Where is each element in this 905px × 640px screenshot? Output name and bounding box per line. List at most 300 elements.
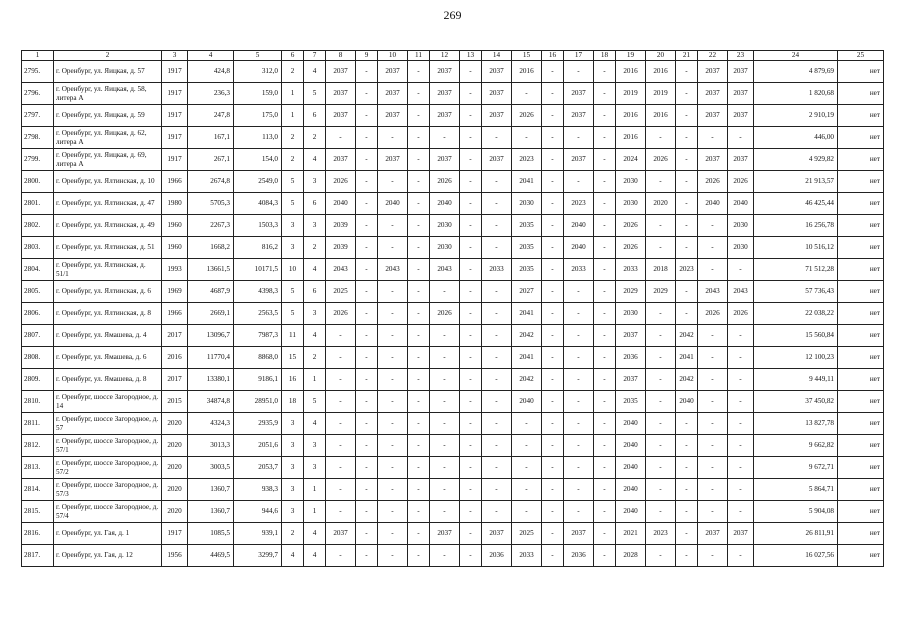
table-cell: 2037 (482, 149, 512, 171)
table-cell: - (542, 171, 564, 193)
table-cell: 2029 (616, 281, 646, 303)
table-cell: 1503,3 (234, 215, 282, 237)
table-cell: 1 (282, 83, 304, 105)
table-cell: - (356, 325, 378, 347)
table-cell: - (326, 325, 356, 347)
table-cell: - (594, 105, 616, 127)
table-cell: - (460, 347, 482, 369)
table-cell: 46 425,44 (754, 193, 838, 215)
table-cell: 1960 (162, 215, 188, 237)
table-cell: 2037 (564, 83, 594, 105)
address-cell: г. Оренбург, ул. Гая, д. 1 (54, 523, 162, 545)
table-cell: 2039 (326, 215, 356, 237)
table-cell: - (698, 127, 728, 149)
table-cell: - (564, 413, 594, 435)
table-cell: - (542, 303, 564, 325)
table-cell: - (676, 479, 698, 501)
table-cell: - (594, 127, 616, 149)
table-cell: 9 449,11 (754, 369, 838, 391)
table-cell: - (460, 237, 482, 259)
table-cell: 2017 (162, 369, 188, 391)
table-cell: 2026 (430, 171, 460, 193)
table-cell: 2026 (616, 237, 646, 259)
table-cell: - (356, 215, 378, 237)
table-cell: - (728, 479, 754, 501)
table-cell: - (594, 347, 616, 369)
table-cell: 2037 (616, 325, 646, 347)
table-cell: 2040 (430, 193, 460, 215)
table-cell: 2040 (616, 457, 646, 479)
table-cell: - (408, 105, 430, 127)
table-cell: - (698, 501, 728, 523)
table-row (22, 479, 884, 501)
table-cell: - (326, 413, 356, 435)
column-header: 12 (430, 51, 460, 61)
table-cell: - (512, 501, 542, 523)
table-cell: - (460, 413, 482, 435)
table-row (22, 413, 884, 435)
table-cell: - (378, 325, 408, 347)
table-cell: - (564, 127, 594, 149)
table-cell: 8868,0 (234, 347, 282, 369)
table-cell: 2030 (430, 215, 460, 237)
address-cell: г. Оренбург, ул. Яицкая, д. 58, литера А (54, 83, 162, 105)
table-cell: - (356, 303, 378, 325)
table-cell: 2037 (326, 523, 356, 545)
table-cell: 5 (282, 281, 304, 303)
address-cell: г. Оренбург, ул. Ялтинская, д. 49 (54, 215, 162, 237)
address-cell: г. Оренбург, ул. Ялтинская, д. 10 (54, 171, 162, 193)
table-cell: 3003,5 (188, 457, 234, 479)
table-cell: 2033 (512, 545, 542, 567)
table-row (22, 281, 884, 303)
table-cell: 3 (304, 171, 326, 193)
table-cell: 2026 (326, 303, 356, 325)
table-cell: 2037 (430, 149, 460, 171)
table-cell: - (408, 83, 430, 105)
row-number-cell: 2812. (22, 435, 54, 457)
table-cell: 2042 (512, 369, 542, 391)
table-cell: 2026 (698, 171, 728, 193)
table-cell: - (378, 435, 408, 457)
table-cell: 2037 (564, 149, 594, 171)
flag-cell: нет (838, 457, 884, 479)
flag-cell: нет (838, 545, 884, 567)
column-header: 18 (594, 51, 616, 61)
table-cell: - (512, 413, 542, 435)
table-cell: - (356, 369, 378, 391)
address-cell: г. Оренбург, ул. Гая, д. 12 (54, 545, 162, 567)
table-cell: - (542, 523, 564, 545)
row-number-cell: 2803. (22, 237, 54, 259)
table-cell: 4 (282, 545, 304, 567)
column-header: 19 (616, 51, 646, 61)
table-cell: - (698, 457, 728, 479)
table-cell: 2023 (512, 149, 542, 171)
table-cell: 2037 (378, 83, 408, 105)
table-cell: 26 811,91 (754, 523, 838, 545)
table-cell: - (378, 413, 408, 435)
table-cell: - (646, 369, 676, 391)
table-cell: - (646, 479, 676, 501)
table-cell: 3 (282, 237, 304, 259)
table-cell: 2023 (646, 523, 676, 545)
table-cell: 3 (304, 435, 326, 457)
row-number-cell: 2808. (22, 347, 54, 369)
table-row (22, 325, 884, 347)
table-cell: 1956 (162, 545, 188, 567)
table-cell: 2036 (616, 347, 646, 369)
table-cell: - (430, 479, 460, 501)
table-cell: - (594, 83, 616, 105)
flag-cell: нет (838, 303, 884, 325)
table-cell: 2037 (698, 149, 728, 171)
table-cell: - (698, 369, 728, 391)
table-cell: 2016 (616, 61, 646, 83)
table-cell: 28951,0 (234, 391, 282, 413)
table-cell: 3 (282, 501, 304, 523)
table-cell: 2027 (512, 281, 542, 303)
table-cell: 1917 (162, 105, 188, 127)
table-cell: - (408, 391, 430, 413)
table-cell: - (594, 501, 616, 523)
table-cell: - (646, 545, 676, 567)
table-cell: - (728, 545, 754, 567)
table-cell: - (542, 501, 564, 523)
address-cell: г. Оренбург, шоссе Загородное, д. 57/2 (54, 457, 162, 479)
table-cell: 2040 (676, 391, 698, 413)
table-cell: 2033 (482, 259, 512, 281)
table-cell: 3 (282, 479, 304, 501)
table-cell: - (594, 479, 616, 501)
table-cell: 2037 (430, 61, 460, 83)
table-cell: - (542, 545, 564, 567)
table-cell: - (408, 127, 430, 149)
table-cell: - (482, 171, 512, 193)
table-cell: 57 736,43 (754, 281, 838, 303)
table-cell: - (378, 523, 408, 545)
address-cell: г. Оренбург, ул. Яицкая, д. 57 (54, 61, 162, 83)
table-cell: - (646, 171, 676, 193)
table-cell: 4 (304, 259, 326, 281)
table-cell: 1 (304, 501, 326, 523)
table-cell: 4 929,82 (754, 149, 838, 171)
table-cell: 2025 (512, 523, 542, 545)
table-cell: - (676, 127, 698, 149)
table-cell: - (430, 457, 460, 479)
table-cell: 2016 (616, 127, 646, 149)
table-cell: - (698, 435, 728, 457)
table-cell: 2037 (728, 105, 754, 127)
table-cell: - (430, 127, 460, 149)
table-cell: 2037 (430, 105, 460, 127)
table-cell: 3299,7 (234, 545, 282, 567)
table-cell: - (676, 523, 698, 545)
table-cell: 1917 (162, 127, 188, 149)
table-cell: 2026 (616, 215, 646, 237)
table-cell: - (594, 61, 616, 83)
table-cell: 2040 (564, 237, 594, 259)
table-cell: 2030 (616, 303, 646, 325)
table-cell: 113,0 (234, 127, 282, 149)
table-cell: 2020 (162, 413, 188, 435)
table-cell: - (408, 303, 430, 325)
table-cell: - (542, 237, 564, 259)
table-cell: 13096,7 (188, 325, 234, 347)
table-cell: 3 (304, 457, 326, 479)
table-cell: - (564, 61, 594, 83)
table-row (22, 391, 884, 413)
table-cell: 2037 (378, 61, 408, 83)
table-cell: 2935,9 (234, 413, 282, 435)
table-cell: - (512, 435, 542, 457)
table-cell: 2 (304, 237, 326, 259)
table-row (22, 435, 884, 457)
table-cell: 2037 (564, 105, 594, 127)
table-cell: - (512, 127, 542, 149)
table-cell: - (482, 413, 512, 435)
table-cell: - (698, 413, 728, 435)
column-header: 3 (162, 51, 188, 61)
table-cell: - (460, 457, 482, 479)
table-cell: 2033 (616, 259, 646, 281)
table-cell: - (460, 127, 482, 149)
table-cell: - (356, 435, 378, 457)
table-cell: 3 (282, 413, 304, 435)
table-cell: - (378, 281, 408, 303)
table-cell: - (594, 259, 616, 281)
table-cell: - (482, 391, 512, 413)
table-cell: - (460, 501, 482, 523)
table-cell: - (408, 501, 430, 523)
table-cell: - (430, 545, 460, 567)
table-cell: 2037 (326, 105, 356, 127)
table-cell: - (356, 259, 378, 281)
table-cell: - (356, 61, 378, 83)
table-cell: - (430, 501, 460, 523)
table-cell: 2037 (482, 105, 512, 127)
table-cell: 4687,9 (188, 281, 234, 303)
row-number-cell: 2804. (22, 259, 54, 281)
table-cell: 2041 (676, 347, 698, 369)
table-cell: - (460, 325, 482, 347)
table-cell: - (482, 501, 512, 523)
table-cell: 1960 (162, 237, 188, 259)
table-cell: - (542, 61, 564, 83)
table-cell: - (594, 391, 616, 413)
table-cell: - (594, 523, 616, 545)
table-cell: 9 662,82 (754, 435, 838, 457)
table-cell: 2041 (512, 347, 542, 369)
table-cell: - (408, 545, 430, 567)
flag-cell: нет (838, 193, 884, 215)
table-cell: - (594, 435, 616, 457)
table-row (22, 127, 884, 149)
table-cell: 6 (304, 281, 326, 303)
row-number-cell: 2815. (22, 501, 54, 523)
table-cell: 2016 (162, 347, 188, 369)
address-cell: г. Оренбург, ул. Ялтинская, д. 51 (54, 237, 162, 259)
table-cell: 2020 (162, 457, 188, 479)
table-cell: - (728, 325, 754, 347)
table-cell: 12 100,23 (754, 347, 838, 369)
table-cell: 2042 (676, 325, 698, 347)
table-cell: 2035 (512, 259, 542, 281)
row-number-cell: 2816. (22, 523, 54, 545)
table-cell: - (460, 545, 482, 567)
table-header (22, 51, 884, 61)
table-cell: 1917 (162, 83, 188, 105)
table-cell: 11 (282, 325, 304, 347)
table-cell: - (482, 347, 512, 369)
table-cell: 5 864,71 (754, 479, 838, 501)
table-cell: - (564, 325, 594, 347)
table-cell: 1360,7 (188, 501, 234, 523)
table-cell: 2029 (646, 281, 676, 303)
table-cell: 18 (282, 391, 304, 413)
row-number-cell: 2817. (22, 545, 54, 567)
table-cell: - (356, 413, 378, 435)
table-cell: 2037 (728, 61, 754, 83)
table-row (22, 83, 884, 105)
table-cell: 4469,5 (188, 545, 234, 567)
table-cell: - (542, 479, 564, 501)
table-cell: 15 560,84 (754, 325, 838, 347)
table-cell: - (408, 149, 430, 171)
table-cell: 2669,1 (188, 303, 234, 325)
table-cell: - (356, 237, 378, 259)
row-number-cell: 2801. (22, 193, 54, 215)
table-cell: - (594, 193, 616, 215)
table-cell: 1966 (162, 171, 188, 193)
table-cell: - (542, 83, 564, 105)
table-cell: 71 512,28 (754, 259, 838, 281)
table-cell: - (460, 61, 482, 83)
table-cell: 2016 (646, 105, 676, 127)
table-row (22, 237, 884, 259)
column-header: 23 (728, 51, 754, 61)
table-cell: 4 (304, 149, 326, 171)
table-cell: 6 (304, 105, 326, 127)
table-row (22, 259, 884, 281)
row-number-cell: 2795. (22, 61, 54, 83)
table-cell: 16 256,78 (754, 215, 838, 237)
table-cell: 3 (282, 215, 304, 237)
table-cell: 2 (282, 61, 304, 83)
address-cell: г. Оренбург, ул. Ялтинская, д. 47 (54, 193, 162, 215)
table-cell: 2040 (698, 193, 728, 215)
table-cell: 2026 (646, 149, 676, 171)
table-cell: - (482, 237, 512, 259)
table-row (22, 149, 884, 171)
address-cell: г. Оренбург, ул. Ялтинская, д. 51/1 (54, 259, 162, 281)
column-header: 14 (482, 51, 512, 61)
table-cell: 2039 (326, 237, 356, 259)
table-cell: 2026 (728, 171, 754, 193)
table-cell: - (326, 369, 356, 391)
table-cell: 2037 (728, 83, 754, 105)
table-cell: - (676, 149, 698, 171)
flag-cell: нет (838, 105, 884, 127)
table-cell: 2040 (616, 435, 646, 457)
column-header: 1 (22, 51, 54, 61)
table-cell: 944,6 (234, 501, 282, 523)
table-cell: - (356, 149, 378, 171)
table-cell: - (408, 413, 430, 435)
table-cell: - (542, 369, 564, 391)
table-cell: - (326, 545, 356, 567)
table-cell: 2017 (162, 325, 188, 347)
table-cell: - (512, 479, 542, 501)
flag-cell: нет (838, 347, 884, 369)
column-header: 11 (408, 51, 430, 61)
flag-cell: нет (838, 479, 884, 501)
table-cell: - (430, 391, 460, 413)
table-cell: 15 (282, 347, 304, 369)
table-cell: - (728, 435, 754, 457)
table-cell: 4 (304, 413, 326, 435)
table-cell: 2 (282, 149, 304, 171)
table-cell: - (378, 127, 408, 149)
flag-cell: нет (838, 215, 884, 237)
column-header: 2 (54, 51, 162, 61)
table-cell: - (542, 391, 564, 413)
table-cell: 16 (282, 369, 304, 391)
table-cell: 2041 (512, 171, 542, 193)
table-cell: - (646, 435, 676, 457)
table-cell: 2020 (646, 193, 676, 215)
flag-cell: нет (838, 325, 884, 347)
table-cell: - (728, 259, 754, 281)
table-cell: 2016 (512, 61, 542, 83)
table-row (22, 545, 884, 567)
table-cell: 1969 (162, 281, 188, 303)
column-header: 21 (676, 51, 698, 61)
table-cell: 939,1 (234, 523, 282, 545)
table-cell: 236,3 (188, 83, 234, 105)
table-cell: 2042 (512, 325, 542, 347)
table-cell: - (408, 193, 430, 215)
table-cell: 2 910,19 (754, 105, 838, 127)
table-cell: 2030 (728, 215, 754, 237)
page-number: 269 (443, 8, 462, 22)
flag-cell: нет (838, 61, 884, 83)
table-cell: - (646, 347, 676, 369)
table-cell: 2025 (326, 281, 356, 303)
table-cell: 2040 (326, 193, 356, 215)
table-cell: 1917 (162, 61, 188, 83)
table-cell: 1917 (162, 523, 188, 545)
table-cell: - (378, 347, 408, 369)
table-cell: - (564, 457, 594, 479)
table-cell: 2020 (162, 435, 188, 457)
table-cell: 3 (304, 303, 326, 325)
table-cell: 2030 (728, 237, 754, 259)
table-cell: 2040 (616, 479, 646, 501)
table-cell: 4 (304, 523, 326, 545)
table-cell: - (676, 61, 698, 83)
table-cell: 2037 (326, 61, 356, 83)
table-cell: 2040 (564, 215, 594, 237)
table-cell: - (356, 281, 378, 303)
table-cell: 4084,3 (234, 193, 282, 215)
column-header: 13 (460, 51, 482, 61)
row-number-cell: 2807. (22, 325, 54, 347)
address-cell: г. Оренбург, шоссе Загородное, д. 14 (54, 391, 162, 413)
table-cell: 816,2 (234, 237, 282, 259)
table-cell: - (356, 83, 378, 105)
flag-cell: нет (838, 413, 884, 435)
